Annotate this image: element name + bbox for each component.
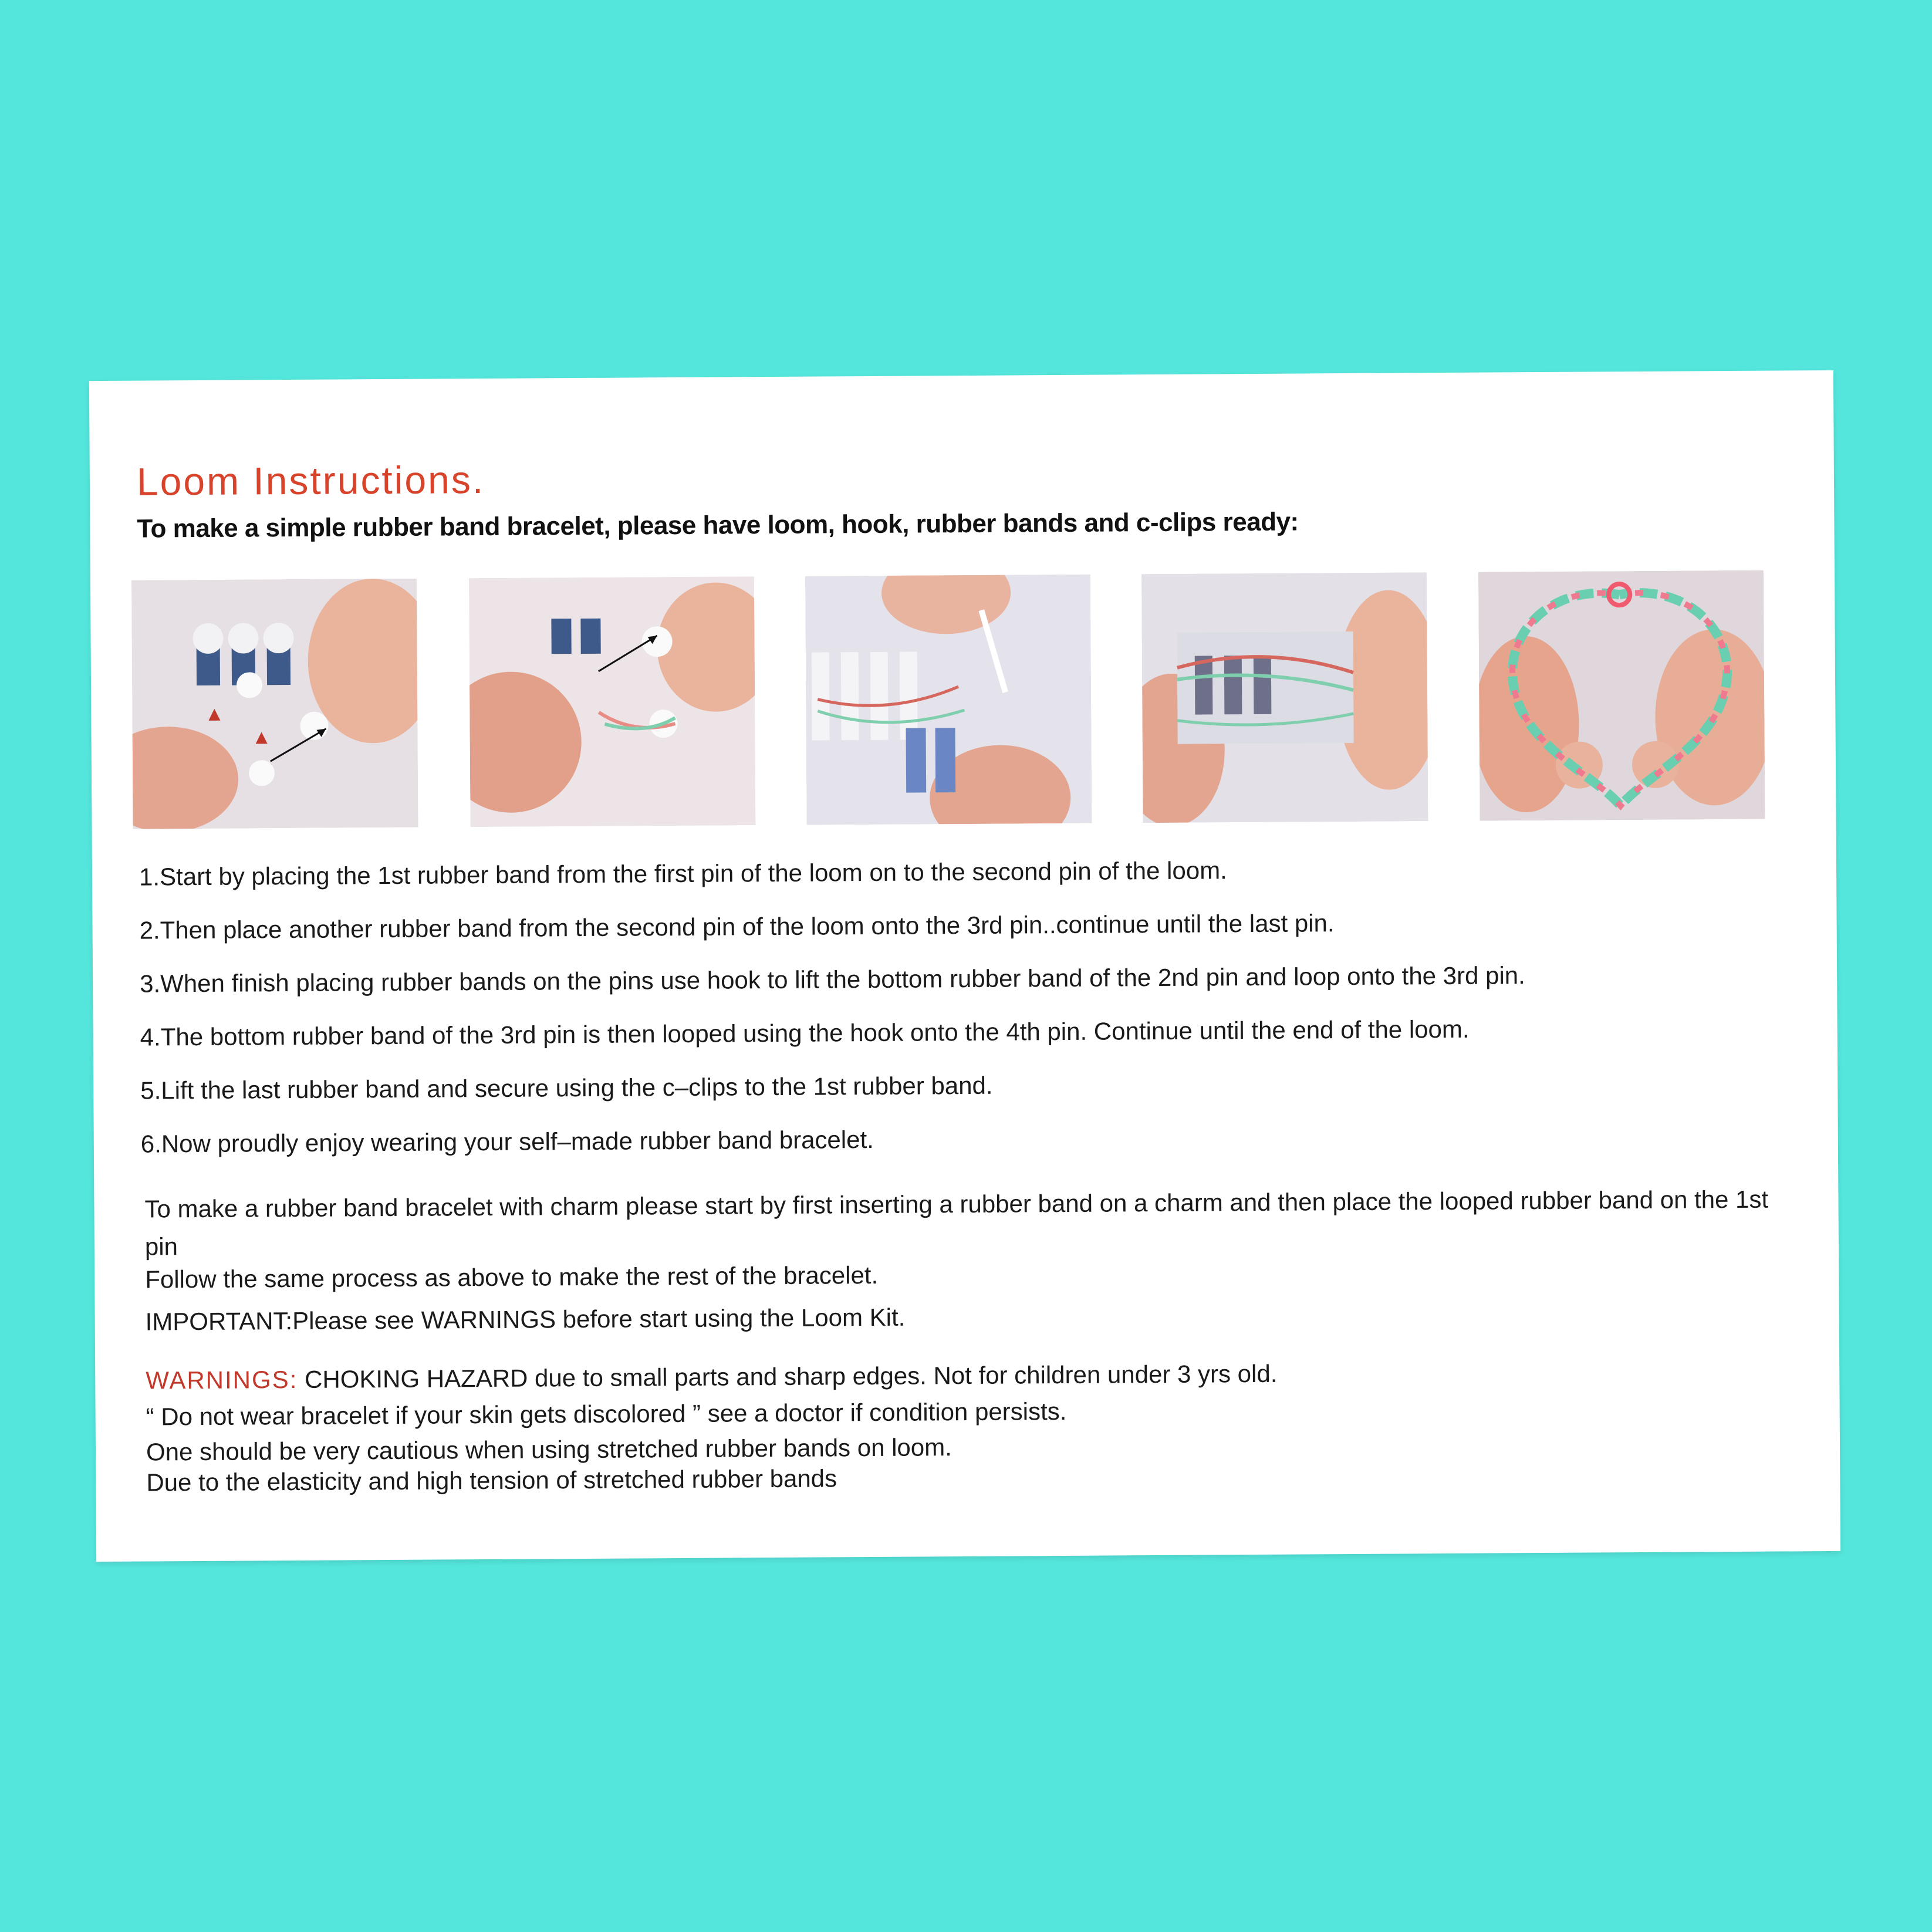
- warnings-label: WARNINGS:: [146, 1365, 298, 1394]
- step-3-text: 3.When finish placing rubber bands on the pins use hook to lift the bottom rubber band of the 2nd pin and loop onto the 3rd pin.: [140, 961, 1525, 998]
- step-5-photo: [1478, 570, 1765, 821]
- step-1-text: 1.Start by placing the 1st rubber band from the first pin of the loom on to the second pin of the loom.: [139, 856, 1227, 891]
- step-2-text: 2.Then place another rubber band from the second pin of the loom onto the 3rd pin..continue until the last pin.: [139, 909, 1335, 944]
- step-6-text: 6.Now proudly enjoy wearing your self–made rubber band bracelet.: [140, 1125, 874, 1158]
- step-3-photo: [805, 575, 1092, 825]
- charm-instructions: To make a rubber band bracelet with charm please start by first inserting a rubber band on a charm and then place the looped rubber band on the 1st pin: [144, 1185, 1769, 1261]
- step-1-photo: [131, 579, 418, 829]
- page-title: Loom Instructions.: [136, 457, 485, 504]
- warnings-line-4: Due to the elasticity and high tension of stretched rubber bands: [146, 1464, 837, 1497]
- step-4-photo: [1141, 572, 1428, 823]
- follow-instructions: Follow the same process as above to make the rest of the bracelet.: [145, 1261, 879, 1293]
- instruction-card: [89, 370, 1840, 1562]
- page-subtitle: To make a simple rubber band bracelet, please have loom, hook, rubber bands and c-clips ready:: [137, 507, 1299, 543]
- warnings-line-3: One should be very cautious when using stretched rubber bands on loom.: [146, 1433, 952, 1466]
- step-5-text: 5.Lift the last rubber band and secure using the c–clips to the 1st rubber band.: [140, 1071, 993, 1105]
- choking-hazard-text: CHOKING HAZARD due to small parts and sharp edges. Not for children under 3 yrs old.: [298, 1359, 1278, 1393]
- warnings-line-1: [146, 1360, 1277, 1395]
- step-4-text: 4.The bottom rubber band of the 3rd pin is then looped using the hook onto the 4th pin. Continue until the end of the loom.: [140, 1015, 1470, 1051]
- warnings-line-2: “ Do not wear bracelet if your skin gets discolored ” see a doctor if condition persists.: [146, 1397, 1067, 1431]
- step-2-photo: [469, 576, 756, 827]
- important-note: IMPORTANT:Please see WARNINGS before start using the Loom Kit.: [145, 1303, 906, 1336]
- step-list: [139, 840, 1819, 1170]
